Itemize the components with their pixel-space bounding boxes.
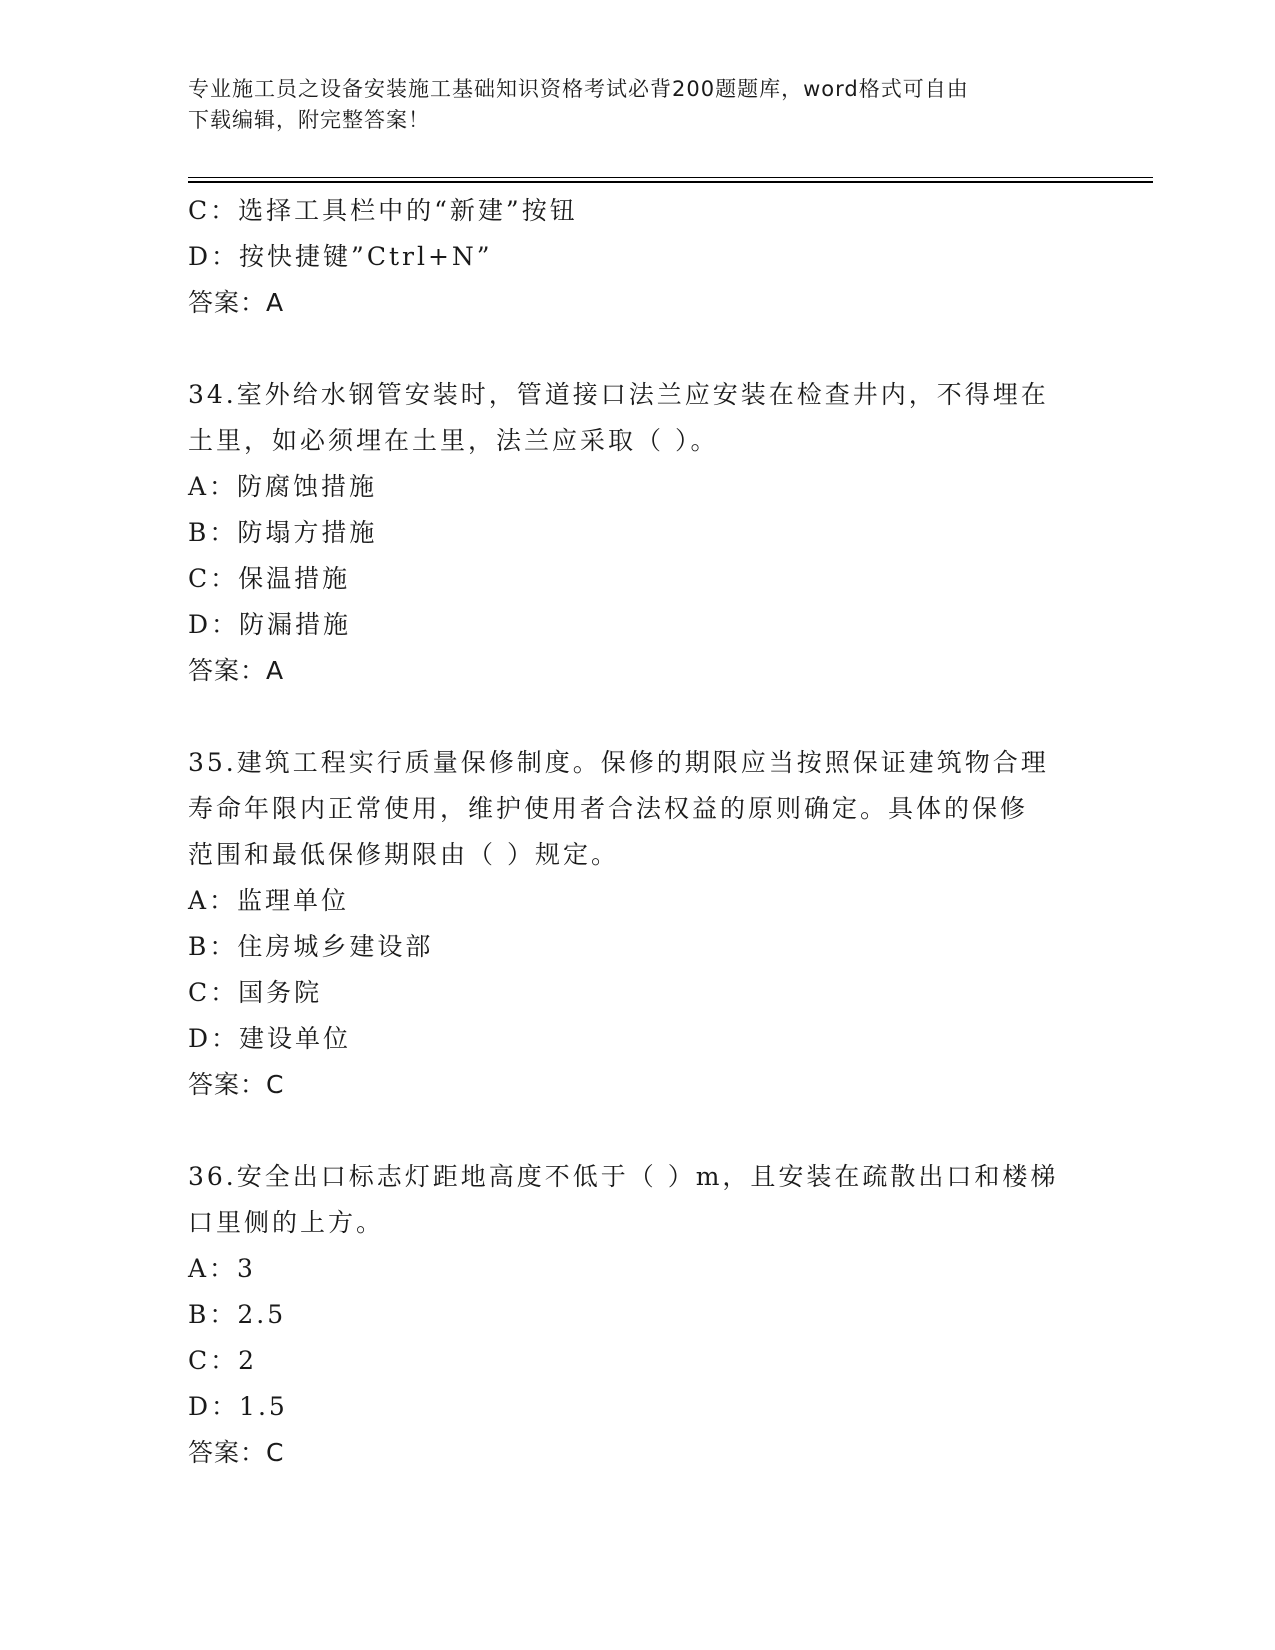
answer-line: 答案：C: [188, 1438, 285, 1467]
document-header: [188, 74, 1088, 136]
answer-line: 答案：A: [188, 288, 285, 317]
question-text-line: 土里，如必须埋在土里，法兰应采取（ ）。: [188, 426, 719, 455]
header-line-2: 下载编辑，附完整答案！: [188, 108, 430, 132]
header-divider-thick: [188, 181, 1153, 183]
option-d: D：1.5: [188, 1392, 288, 1421]
question-34: [188, 372, 1088, 694]
question-text-line: 36.安全出口标志灯距地高度不低于（ ）m，且安装在疏散出口和楼梯: [188, 1162, 1059, 1191]
question-text-line: 35.建筑工程实行质量保修制度。保修的期限应当按照保证建筑物合理: [188, 748, 1049, 777]
option-a: A：3: [188, 1254, 256, 1283]
option-c: C：国务院: [188, 978, 323, 1007]
spacer: [188, 694, 1088, 740]
option-c: C：2: [188, 1346, 258, 1375]
document-body: [188, 188, 1088, 1476]
continued-question: [188, 188, 1088, 326]
answer-line: 答案：A: [188, 656, 285, 685]
option-b: B：2.5: [188, 1300, 287, 1329]
answer-line: 答案：C: [188, 1070, 285, 1099]
option-a: A：监理单位: [188, 886, 350, 915]
question-36: [188, 1154, 1088, 1476]
question-35: [188, 740, 1088, 1108]
option-c: C：选择工具栏中的“新建”按钮: [188, 196, 578, 225]
spacer: [188, 326, 1088, 372]
question-text-line: 寿命年限内正常使用，维护使用者合法权益的原则确定。具体的保修: [188, 794, 1029, 823]
option-c: C：保温措施: [188, 564, 351, 593]
question-text-line: 口里侧的上方。: [188, 1208, 385, 1237]
question-text-line: 范围和最低保修期限由（ ）规定。: [188, 840, 619, 869]
header-line-1: 专业施工员之设备安装施工基础知识资格考试必背200题题库，word格式可自由: [188, 77, 969, 101]
option-a: A：防腐蚀措施: [188, 472, 378, 501]
header-divider-thin: [188, 177, 1153, 178]
option-d: D：按快捷键”Ctrl+N”: [188, 242, 493, 271]
option-d: D：防漏措施: [188, 610, 352, 639]
option-b: B：防塌方措施: [188, 518, 378, 547]
question-text-line: 34.室外给水钢管安装时，管道接口法兰应安装在检查井内，不得埋在: [188, 380, 1049, 409]
spacer: [188, 1108, 1088, 1154]
option-b: B：住房城乡建设部: [188, 932, 434, 961]
option-d: D：建设单位: [188, 1024, 352, 1053]
